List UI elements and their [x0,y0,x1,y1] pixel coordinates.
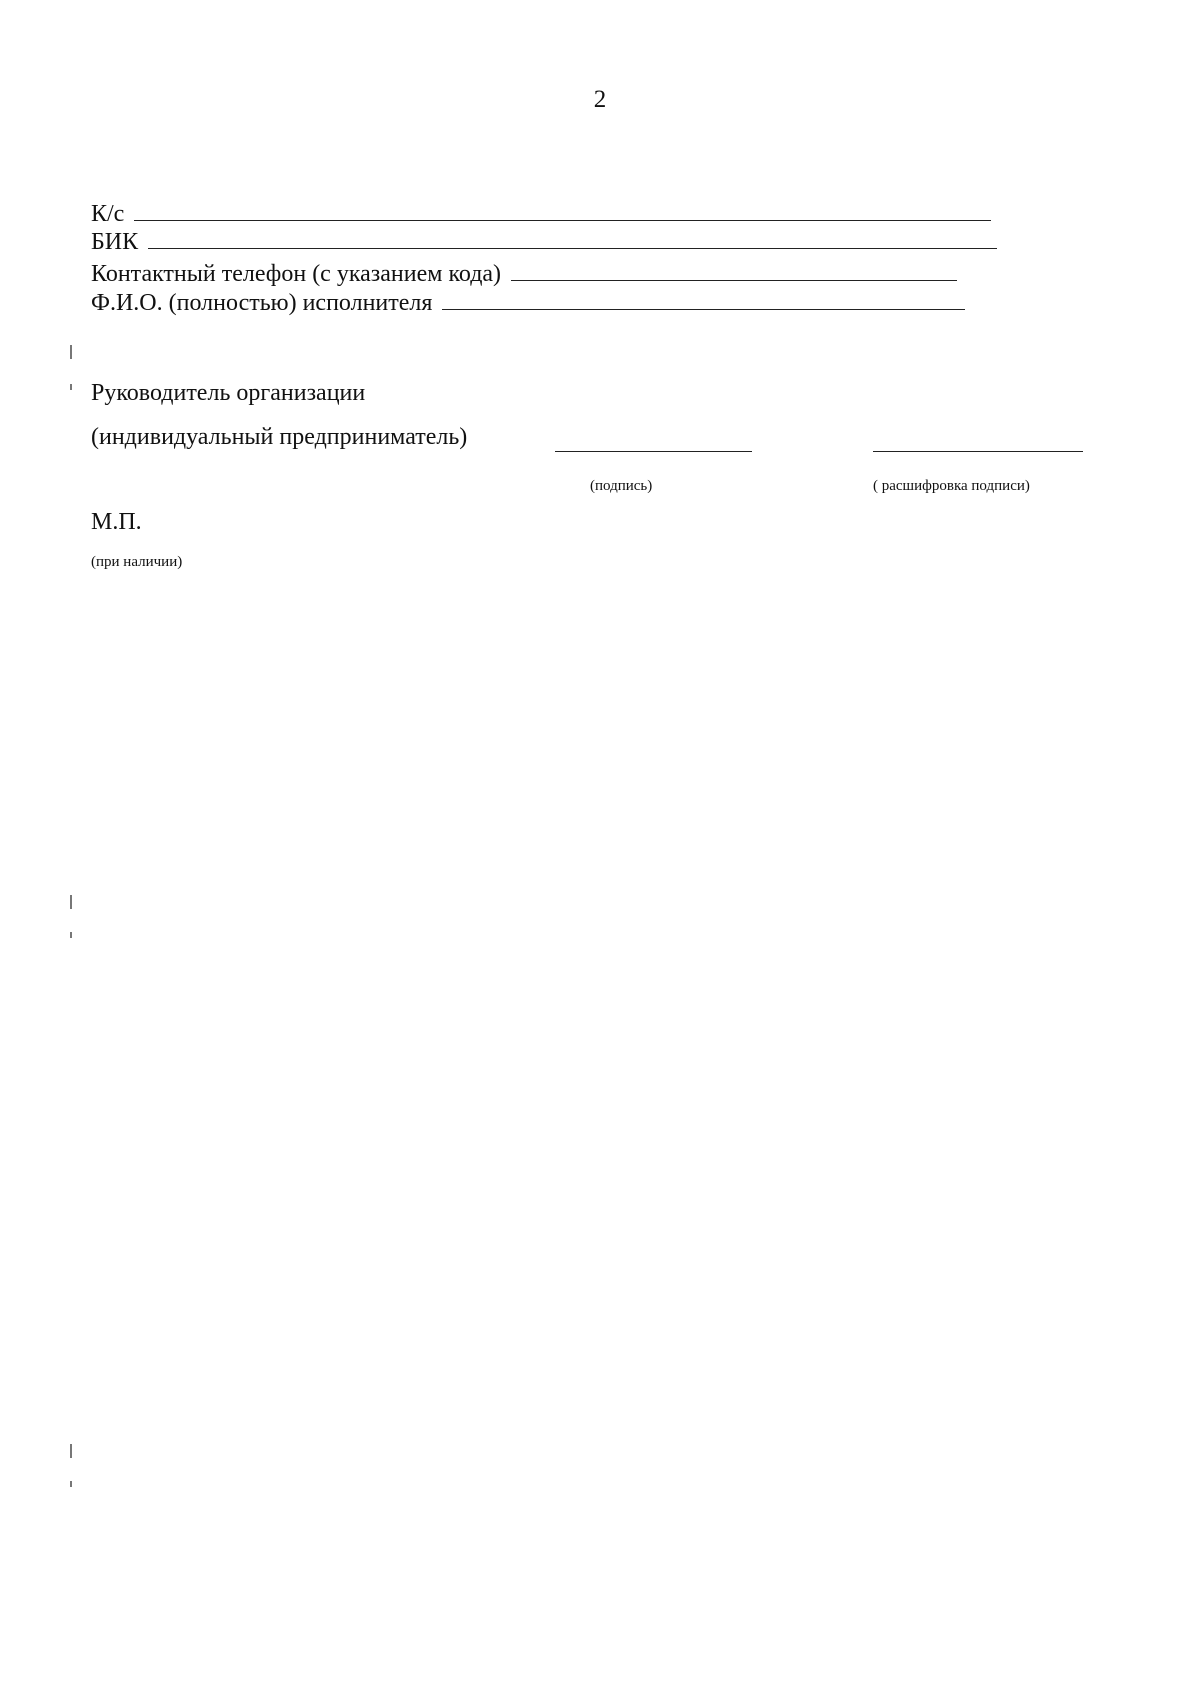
signature-caption: (подпись) [590,478,653,494]
scan-speck [70,895,72,909]
field-label-ks: К/с [91,201,125,227]
signatory-subtitle: (индивидуальный предприниматель) [91,424,468,450]
field-label-fio: Ф.И.О. (полностью) исполнителя [91,290,433,316]
scan-speck [70,932,72,938]
field-bik [91,228,997,256]
field-label-phone: Контактный телефон (с указанием кода) [91,261,502,287]
field-blank-fio[interactable] [442,291,965,310]
signatory-title: Руководитель организации [91,380,366,406]
field-blank-phone[interactable] [511,262,957,281]
field-blank-bik[interactable] [148,230,997,249]
stamp-label: М.П. [91,509,142,535]
field-label-bik: БИК [91,229,139,255]
field-phone [91,260,957,288]
scan-speck [70,345,72,359]
field-blank-ks[interactable] [134,202,991,221]
scan-speck [70,1481,72,1487]
signature-decode-blank[interactable] [873,451,1083,452]
scan-speck [70,1444,72,1458]
field-ks [91,200,991,228]
field-fio [91,289,965,317]
signature-decode-caption: ( расшифровка подписи) [873,478,1030,494]
signature-blank[interactable] [555,451,752,452]
scan-speck [70,384,72,390]
stamp-note: (при наличии) [91,554,183,570]
page-number: 2 [593,86,607,113]
